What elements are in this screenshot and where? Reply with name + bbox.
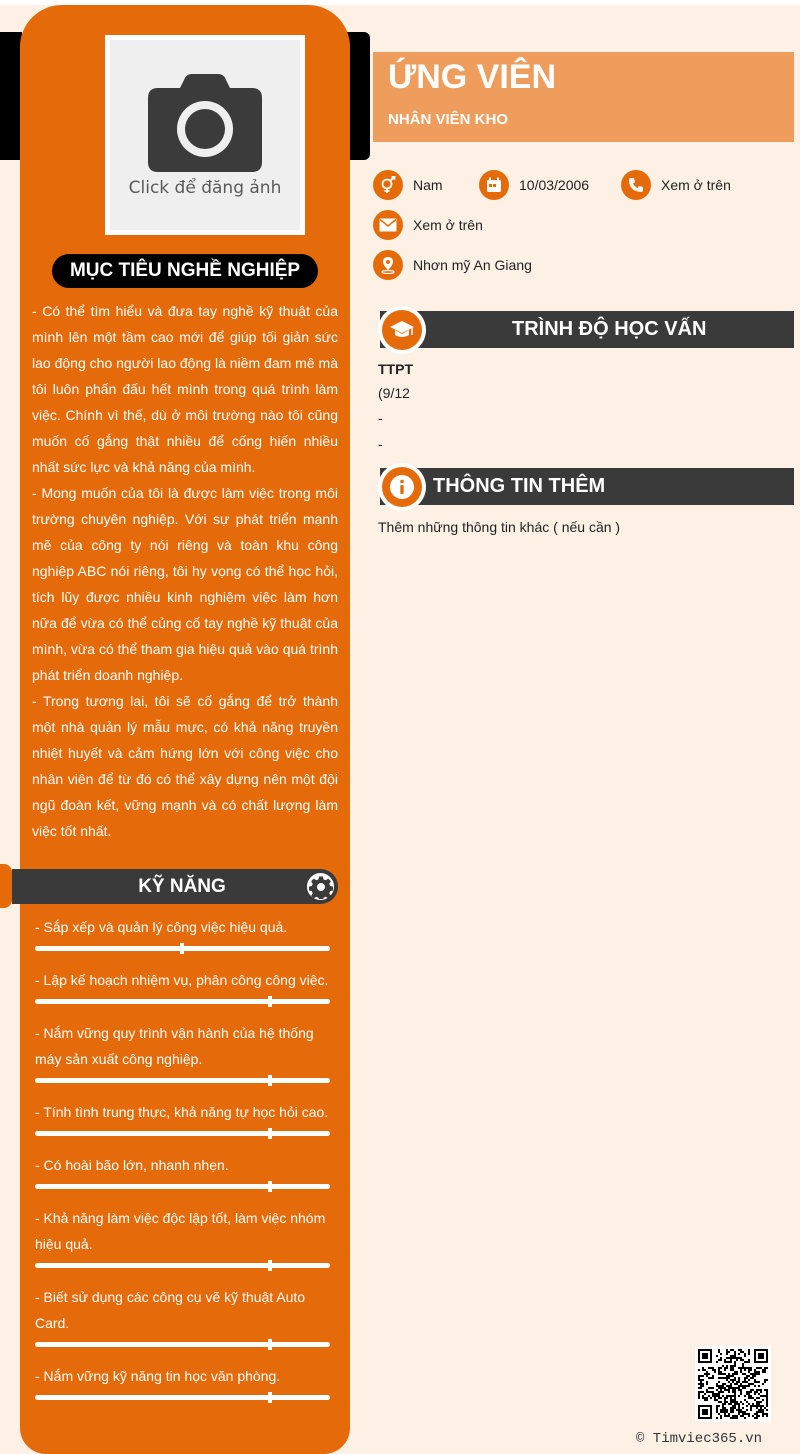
skill-level-knob [180,943,184,954]
decor-band-left [0,32,22,160]
candidate-position: NHÂN VIÊN KHO [388,111,509,128]
address-info [373,250,532,280]
skill-item: - Sắp xếp và quản lý công việc hiệu quả. [35,919,288,935]
email-icon [373,210,403,240]
gender-value: Nam [413,177,443,193]
skills-tab-decor [0,864,12,908]
skill-level-bar [35,1395,330,1400]
skill-level-bar [35,1131,330,1136]
gender-icon [373,170,403,200]
extra-text: Thêm những thông tin khác ( nếu cần ) [378,519,621,535]
skill-level-knob [268,1128,272,1139]
skill-level-knob [268,1339,272,1350]
skill-item: - Có hoài bão lớn, nhanh nhẹn. [35,1157,229,1173]
skill-item: - Lập kế hoạch nhiệm vụ, phân công công việc. [35,972,329,988]
skill-level-bar [35,1342,330,1347]
gear-icon [305,871,336,902]
education-line: - [378,436,383,452]
email-info [373,210,483,240]
skill-item: - Tính tình trung thực, khả năng tự học hỏi cao. [35,1104,329,1120]
skill-level-bar [35,999,330,1004]
skill-item: - Nắm vững quy trình vận hành của hệ thống máy sản xuất công nghiệp. [35,1025,314,1067]
candidate-name: ỨNG VIÊN [388,58,557,96]
phone-info [621,170,731,200]
skill-level-knob [268,996,272,1007]
photo-upload-label: Click để đăng ảnh [128,178,282,198]
objective-paragraph: - Mong muốn của tôi là được làm việc trong môi trường chuyên nghiệp. Với sự phát triển mạnh mẽ của công ty nói riêng và toàn khu công nghiệp ABC nói riêng, tôi hy vọng có thể học hỏi, tích lũy được nhiều kinh nghiệm việc làm hơn nữa để vừa có thể củng cố tay nghề kỹ thuật của mình, vừa có thể tham gia hiệu quả vào quá trình phát triển doanh nghiệp. [32,485,338,683]
gender-info [373,170,443,200]
skill-item: - Nắm vững kỹ năng tin học văn phòng. [35,1368,281,1384]
skill-level-bar [35,1263,330,1268]
extra-title: THÔNG TIN THÊM [433,475,606,497]
skill-level-bar [35,1184,330,1189]
education-school: TTPT [378,361,413,377]
skill-item: - Biết sử dụng các công cụ vẽ kỹ thuật Auto Card. [35,1289,306,1331]
address-value: Nhơn mỹ An Giang [413,257,532,273]
dob-value: 10/03/2006 [519,177,590,193]
copyright-text: © Timviec365.vn [636,1431,763,1447]
skills-header [12,869,338,904]
email-value: Xem ở trên [413,217,483,233]
education-title: TRÌNH ĐỘ HỌC VẤN [512,318,707,340]
skill-level-knob [268,1181,272,1192]
skill-level-knob [268,1260,272,1271]
calendar-icon [479,170,509,200]
objective-paragraph: - Trong tương lai, tôi sẽ cố gắng để trở thành một nhà quản lý mẫu mực, có khả năng truyền nhiệt huyết và cảm hứng lớn với công việc cho nhân viên để từ đó có thể xây dựng nên một đội ngũ đoàn kết, vững mạnh và có chất lượng làm việc tốt nhất. [32,693,338,839]
phone-value: Xem ở trên [661,177,731,193]
phone-icon [621,170,651,200]
skill-item: - Khả năng làm việc độc lập tốt, làm việc nhóm hiệu quả. [35,1210,326,1252]
objective-text [32,298,338,844]
skill-level-bar [35,1078,330,1083]
skill-level-knob [268,1392,272,1403]
header [373,52,794,142]
dob-info [479,170,589,200]
skill-level-knob [268,1075,272,1086]
info-icon [382,467,422,507]
skill-level-bar [35,946,330,951]
location-icon [373,250,403,280]
graduation-cap-icon [382,310,422,350]
education-period: (9/12 [378,385,410,401]
objective-title: MỤC TIÊU NGHỀ NGHIỆP [52,254,318,288]
education-line: - [378,410,383,426]
camera-icon [148,72,262,172]
objective-paragraph: - Có thể tìm hiểu và đưa tay nghề kỹ thuật của mình lên một tầm cao mới để giúp tối giản sức lao động cho người lao động là niềm đam mê mà tôi luôn phấn đấu hết mình trong quá trình làm việc. Chính vì thế, dù ở môi trường nào tôi cũng muốn cố gắng thật nhiều để cống hiến nhiều nhất sức lực và khả năng của mình. [32,303,338,475]
skills-title: KỸ NĂNG [138,876,226,897]
qr-code [695,1346,771,1422]
education-icon-wrap [378,306,426,354]
photo-upload[interactable] [105,35,305,235]
extra-icon-wrap [378,463,426,511]
